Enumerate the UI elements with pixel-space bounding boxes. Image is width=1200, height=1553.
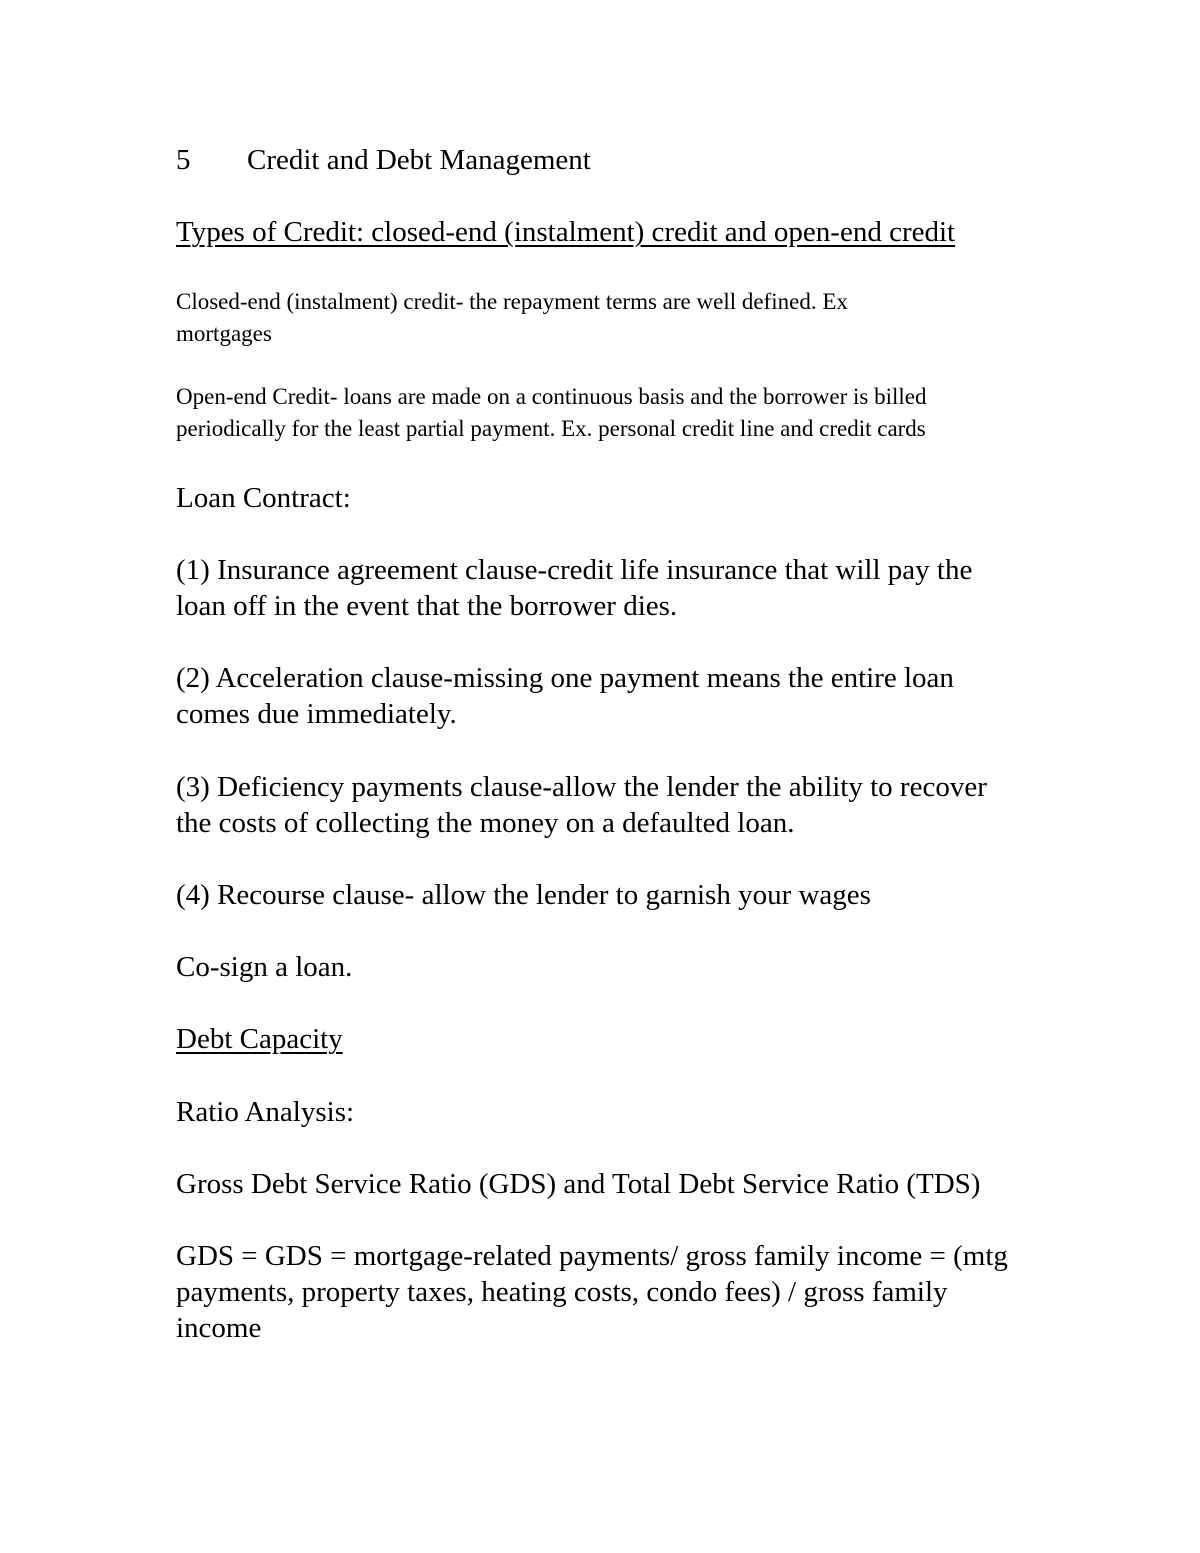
clause-2-line-2: comes due immediately. [176,698,457,730]
clause-3-line-2: the costs of collecting the money on a defaulted loan. [176,807,795,839]
open-end-line-1: Open-end Credit- loans are made on a continuous basis and the borrower is billed [176,384,927,409]
closed-end-line-1: Closed-end (instalment) credit- the repayment terms are well defined. Ex [176,289,848,314]
gds-formula-line-2: payments, property taxes, heating costs, condo fees) / gross family [176,1276,948,1308]
clause-2-line-1: (2) Acceleration clause-missing one payment means the entire loan [176,662,954,694]
gds-formula-line-3: income [176,1312,262,1344]
clause-3-line-1: (3) Deficiency payments clause-allow the lender the ability to recover [176,771,987,803]
gds-formula-line-1: GDS = GDS = mortgage-related payments/ gross family income = (mtg [176,1240,1008,1272]
loan-contract-heading: Loan Contract: [176,482,351,514]
debt-capacity-heading: Debt Capacity [176,1023,343,1055]
types-of-credit-heading: Types of Credit: closed-end (instalment) credit and open-end credit [176,216,956,248]
clause-1-line-2: loan off in the event that the borrower dies. [176,590,678,622]
clause-1-line-1: (1) Insurance agreement clause-credit life insurance that will pay the [176,554,973,586]
ratios-line: Gross Debt Service Ratio (GDS) and Total Debt Service Ratio (TDS) [176,1168,981,1200]
closed-end-line-2: mortgages [176,321,272,346]
cosign-line: Co-sign a loan. [176,951,353,983]
ratio-analysis-heading: Ratio Analysis: [176,1096,355,1128]
clause-4-line-1: (4) Recourse clause- allow the lender to garnish your wages [176,879,871,911]
section-number: 5 [176,144,191,176]
section-title: Credit and Debt Management [247,144,591,176]
open-end-line-2: periodically for the least partial payment. Ex. personal credit line and credit cards [176,416,926,441]
